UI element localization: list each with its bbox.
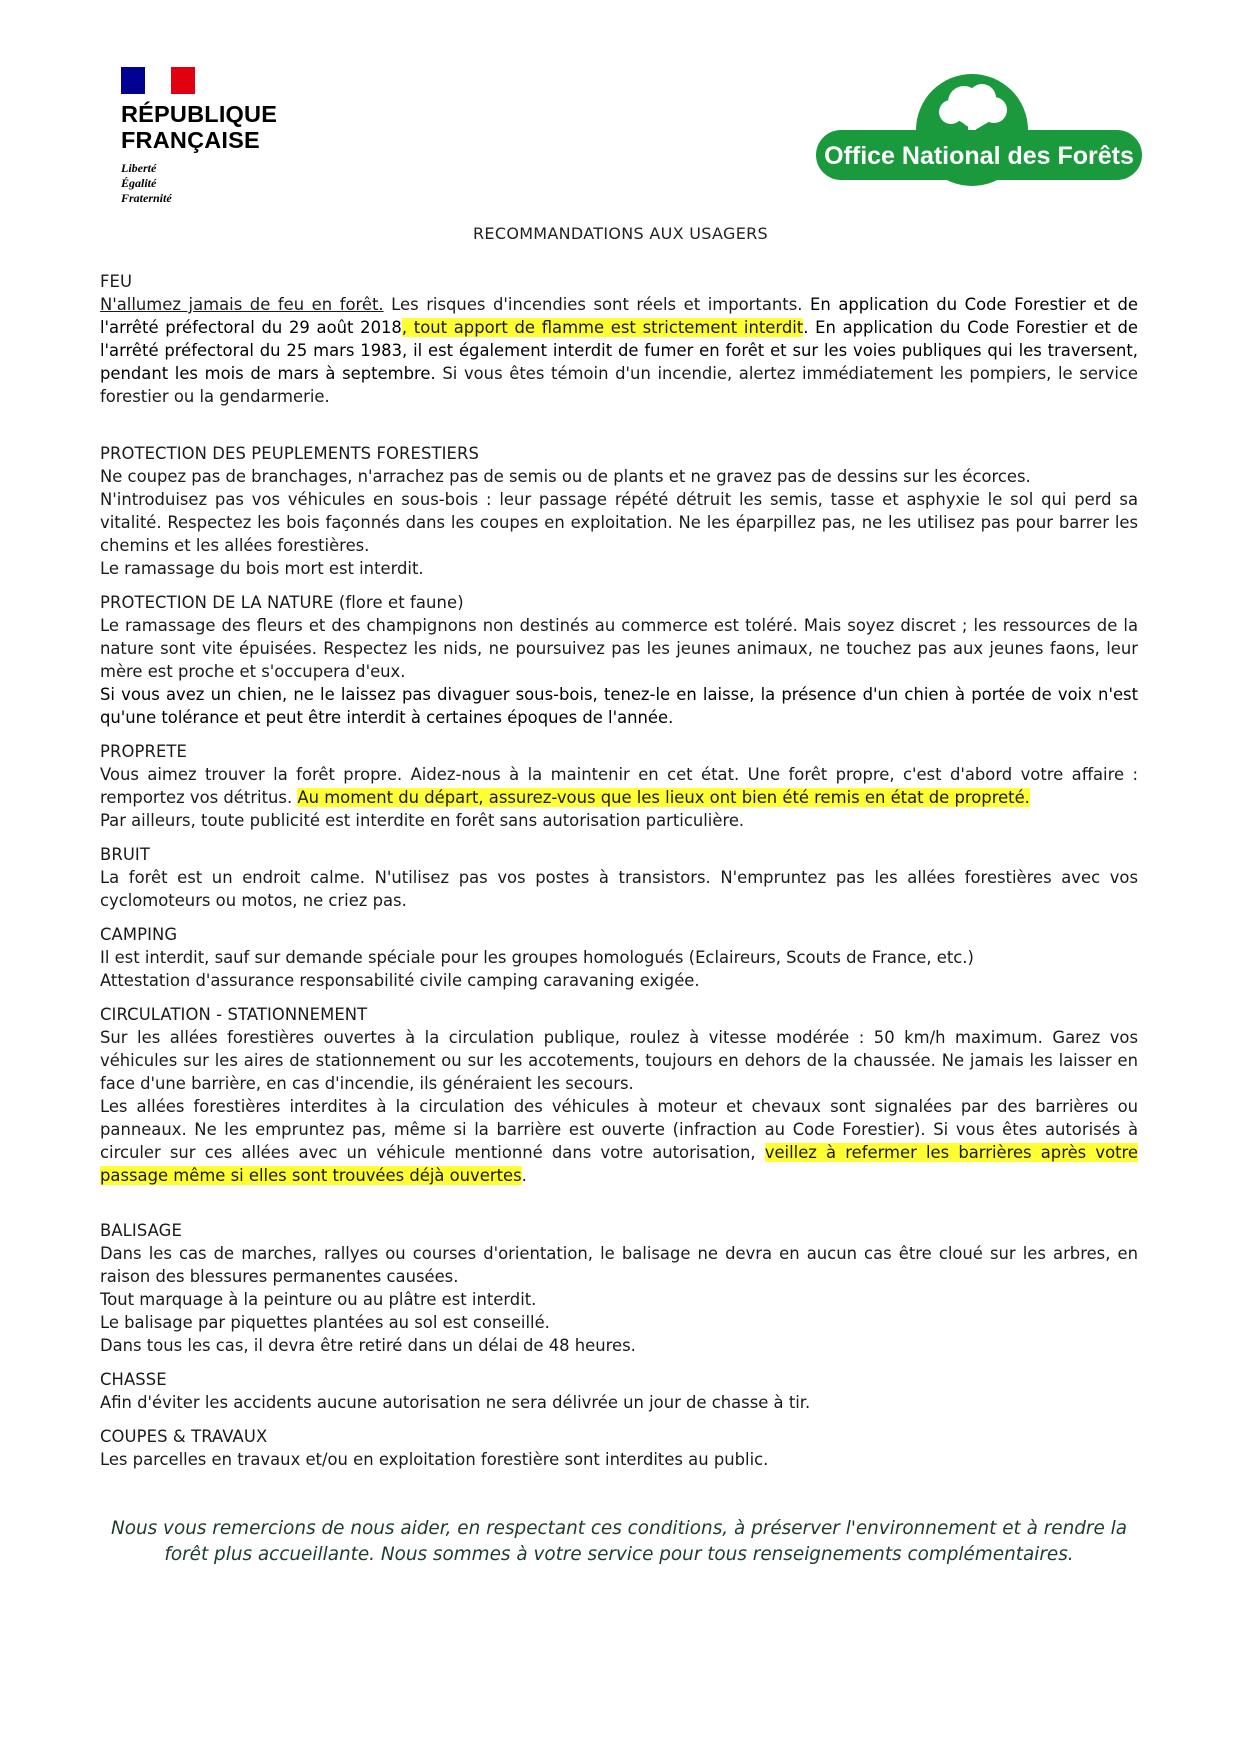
underlined-text: N'allumez jamais de feu en forêt.: [100, 295, 384, 314]
section-paragraph: Si vous avez un chien, ne le laissez pas divaguer sous-bois, tenez-le en laisse, la présence d'un chien à portée de voix n'est qu'une tolérance et peut être interdit à certaines époques de l'année.: [100, 685, 1138, 727]
section-nature: [100, 591, 1138, 729]
highlighted-text: , tout apport de flamme est strictement interdit: [401, 318, 804, 337]
onf-logo: [814, 74, 1144, 196]
section-line: Ne coupez pas de branchages, n'arrachez pas de semis ou de plants et ne gravez pas de dessins sur les écorces.: [100, 467, 1031, 486]
section-bruit: [100, 843, 1138, 912]
section-line: Attestation d'assurance responsabilité civile camping caravaning exigée.: [100, 971, 700, 990]
section-paragraph: Les parcelles en travaux et/ou en exploitation forestière sont interdites au public.: [100, 1450, 769, 1469]
onf-name: Office National des Forêts: [824, 142, 1134, 170]
section-line: Dans tous les cas, il devra être retiré dans un délai de 48 heures.: [100, 1336, 636, 1355]
section-line: N'introduisez pas vos véhicules en sous-bois : leur passage répété détruit les semis, tasse et asphyxie le sol qui perd sa vitalité. Respectez les bois façonnés dans les coupes en exploitation. Ne les éparpillez pas, ne les utilisez pas pour barrer les chemins et les allées forestières.: [100, 490, 1138, 555]
section-line: Dans les cas de marches, rallyes ou courses d'orientation, le balisage ne devra en aucun cas être cloué sur les arbres, en raison des blessures permanentes causées.: [100, 1244, 1138, 1286]
section-heading: PROTECTION DE LA NATURE (flore et faune): [100, 593, 464, 612]
section-paragraph: Vous aimez trouver la forêt propre. Aidez-nous à la maintenir en cet état. Une forêt propre, c'est d'abord votre affaire : remportez vos détritus. Au moment du départ, assurez-vous que les lieux ont bien été remis en état de propreté.: [100, 765, 1138, 807]
motto-egalite: Égalité: [121, 176, 157, 190]
section-circulation: [100, 1003, 1138, 1187]
republique-title: [121, 101, 311, 153]
highlighted-text: veillez à refermer les barrières après votre passage même si elles sont trouvées déjà ouvertes: [100, 1143, 1138, 1185]
document-body: [100, 270, 1138, 1482]
french-flag-icon: [121, 67, 195, 94]
motto-fraternite: Fraternité: [121, 191, 172, 205]
section-feu: [100, 270, 1138, 408]
page-title: RECOMMANDATIONS AUX USAGERS: [473, 224, 768, 243]
motto-liberte: Liberté: [121, 161, 157, 175]
section-paragraph: Les allées forestières interdites à la circulation des véhicules à moteur et chevaux sont signalées par des barrières ou panneaux. Ne les empruntez pas, même si la barrière est ouverte (infraction au Code Forestier). Si vous êtes autorisés à circuler sur ces allées avec un véhicule mentionné dans votre autorisation, veillez à refermer les barrières après votre passage même si elles sont trouvées déjà ouvertes.: [100, 1097, 1138, 1185]
section-line: Le balisage par piquettes plantées au sol est conseillé.: [100, 1313, 550, 1332]
section-heading: CHASSE: [100, 1370, 167, 1389]
closing-message: Nous vous remercions de nous aider, en respectant ces conditions, à préserver l'environnement et à rendre la forêt plus accueillante. Nous sommes à votre service pour tous renseignements complémentaires.: [110, 1518, 1128, 1565]
section-paragraph: Sur les allées forestières ouvertes à la circulation publique, roulez à vitesse modérée : 50 km/h maximum. Garez vos véhicules sur les aires de stationnement ou sur les accotements, toujours en dehors de la chaussée. Ne jamais les laisser en face d'une barrière, en cas d'incendie, ils généraient les secours.: [100, 1028, 1138, 1093]
section-paragraph: N'allumez jamais de feu en forêt. Les risques d'incendies sont réels et importants. En application du Code Forestier et de l'arrêté préfectoral du 29 août 2018, tout apport de flamme est strictement interdit. En application du Code Forestier et de l'arrêté préfectoral du 25 mars 1983, il est également interdit de fumer en forêt et sur les voies publiques qui les traversent, pendant les mois de mars à septembre. Si vous êtes témoin d'un incendie, alertez immédiatement les pompiers, le service forestier ou la gendarmerie.: [100, 295, 1138, 406]
republique-motto: [121, 161, 311, 206]
section-balisage: [100, 1219, 1138, 1357]
section-proprete: [100, 740, 1138, 832]
section-line: Il est interdit, sauf sur demande spéciale pour les groupes homologués (Eclaireurs, Scouts de France, etc.): [100, 948, 974, 967]
section-heading: FEU: [100, 272, 133, 291]
section-heading: CIRCULATION - STATIONNEMENT: [100, 1005, 368, 1024]
section-paragraph: Afin d'éviter les accidents aucune autorisation ne sera délivrée un jour de chasse à tir.: [100, 1393, 811, 1412]
section-heading: PROPRETE: [100, 742, 187, 761]
section-paragraph: La forêt est un endroit calme. N'utilisez pas vos postes à transistors. N'empruntez pas les allées forestières avec vos cyclomoteurs ou motos, ne criez pas.: [100, 868, 1138, 910]
section-coupes: [100, 1425, 1138, 1471]
republique-francaise-logo: [121, 67, 311, 206]
highlighted-text: Au moment du départ, assurez-vous que les lieux ont bien été remis en état de propreté.: [297, 788, 1030, 807]
section-camping: [100, 923, 1138, 992]
section-paragraph: Par ailleurs, toute publicité est interdite en forêt sans autorisation particulière.: [100, 811, 745, 830]
republique-line2: FRANÇAISE: [121, 127, 260, 153]
section-chasse: [100, 1368, 1138, 1414]
section-heading: BALISAGE: [100, 1221, 182, 1240]
republique-line1: RÉPUBLIQUE: [121, 101, 278, 127]
section-paragraph: Le ramassage des fleurs et des champignons non destinés au commerce est toléré. Mais soyez discret ; les ressources de la nature sont vite épuisées. Respectez les nids, ne poursuivez pas les jeunes animaux, ne touchez pas aux jeunes faons, leur mère est proche et s'occupera d'eux.: [100, 616, 1138, 681]
section-line: Tout marquage à la peinture ou au plâtre est interdit.: [100, 1290, 537, 1309]
section-peuplements: [100, 442, 1138, 580]
section-heading: PROTECTION DES PEUPLEMENTS FORESTIERS: [100, 444, 479, 463]
section-line: Le ramassage du bois mort est interdit.: [100, 559, 424, 578]
section-heading: COUPES & TRAVAUX: [100, 1427, 268, 1446]
section-heading: CAMPING: [100, 925, 178, 944]
section-heading: BRUIT: [100, 845, 150, 864]
